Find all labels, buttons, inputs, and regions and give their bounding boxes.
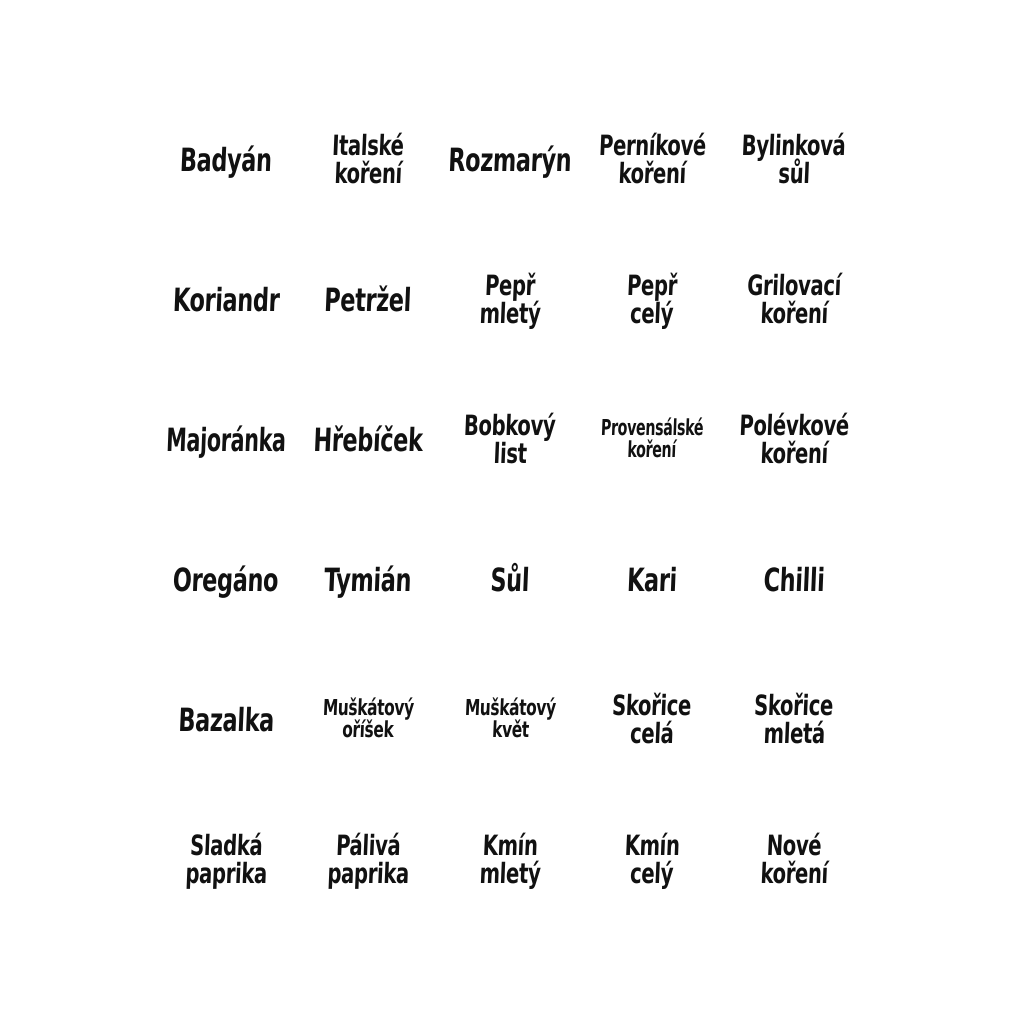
label-pepr-cely bbox=[581, 230, 723, 370]
label-kari bbox=[581, 510, 723, 650]
label-koriandr bbox=[155, 230, 297, 370]
label-line: Bylinková bbox=[741, 129, 847, 162]
label-line: Oregáno bbox=[172, 561, 280, 599]
label-line: Petržel bbox=[323, 281, 413, 319]
label-skorice-mleta bbox=[723, 650, 865, 790]
label-line: koření bbox=[617, 157, 687, 190]
label-line: Bazalka bbox=[177, 701, 275, 739]
label-line: Bobkový bbox=[463, 409, 557, 442]
label-kmin-mlety bbox=[439, 790, 581, 930]
label-skorice-cela bbox=[581, 650, 723, 790]
label-line: Badyán bbox=[179, 141, 273, 179]
label-italske-koreni bbox=[297, 90, 439, 230]
label-pernikove-koreni bbox=[581, 90, 723, 230]
label-paliva-paprika bbox=[297, 790, 439, 930]
label-line: Pepř bbox=[484, 269, 536, 302]
label-line: paprika bbox=[184, 857, 268, 890]
label-nove-koreni bbox=[723, 790, 865, 930]
label-line: Pálivá bbox=[335, 829, 401, 862]
label-line: koření bbox=[333, 157, 403, 190]
label-line: mletý bbox=[478, 857, 542, 890]
label-line: Kari bbox=[626, 561, 678, 599]
label-muskatovy-kvet bbox=[439, 650, 581, 790]
label-line: sůl bbox=[777, 157, 811, 190]
label-line: Provensálské bbox=[600, 416, 704, 441]
label-line: list bbox=[492, 437, 528, 470]
label-sladka-paprika bbox=[155, 790, 297, 930]
label-line: koření bbox=[759, 297, 829, 330]
label-tymian bbox=[297, 510, 439, 650]
label-oregano bbox=[155, 510, 297, 650]
label-pepr-mlety bbox=[439, 230, 581, 370]
label-line: mletá bbox=[762, 717, 826, 750]
label-line: Tymián bbox=[323, 561, 413, 599]
label-chilli bbox=[723, 510, 865, 650]
label-grilovaci-koreni bbox=[723, 230, 865, 370]
label-line: Kmín bbox=[481, 829, 539, 862]
label-line: celý bbox=[629, 857, 675, 890]
label-line: koření bbox=[759, 857, 829, 890]
label-line: Skořice bbox=[611, 689, 693, 722]
label-majoranka bbox=[155, 370, 297, 510]
label-line: květ bbox=[491, 718, 529, 743]
label-line: mletý bbox=[478, 297, 542, 330]
label-line: koření bbox=[627, 438, 677, 463]
spice-label-grid bbox=[155, 90, 865, 930]
label-polevkove-koreni bbox=[723, 370, 865, 510]
label-line: Skořice bbox=[753, 689, 835, 722]
label-line: oříšek bbox=[341, 718, 395, 743]
label-petrzel bbox=[297, 230, 439, 370]
label-line: Hřebíček bbox=[312, 421, 424, 459]
label-line: Koriandr bbox=[172, 281, 280, 319]
label-line: Kmín bbox=[623, 829, 681, 862]
label-line: Nové bbox=[766, 829, 822, 862]
label-line: Sůl bbox=[489, 561, 531, 599]
label-sul bbox=[439, 510, 581, 650]
label-line: Grilovací bbox=[746, 269, 842, 302]
label-line: celý bbox=[629, 297, 675, 330]
label-line: koření bbox=[759, 437, 829, 470]
label-line: Sladká bbox=[189, 829, 263, 862]
label-line: Muškátový bbox=[464, 696, 556, 721]
label-line: celá bbox=[629, 717, 675, 750]
label-line: Majoránka bbox=[165, 421, 287, 459]
label-provensalske-koreni bbox=[581, 370, 723, 510]
label-hrebicek bbox=[297, 370, 439, 510]
label-bazalka bbox=[155, 650, 297, 790]
label-line: Rozmarýn bbox=[447, 141, 573, 179]
label-badyan bbox=[155, 90, 297, 230]
label-rozmaryn bbox=[439, 90, 581, 230]
label-line: Italské bbox=[331, 129, 405, 162]
label-line: Chilli bbox=[762, 561, 826, 599]
label-bobkovy-list bbox=[439, 370, 581, 510]
label-kmin-cely bbox=[581, 790, 723, 930]
label-line: paprika bbox=[326, 857, 410, 890]
label-line: Polévkové bbox=[738, 409, 850, 442]
label-line: Perníkové bbox=[597, 129, 707, 162]
label-line: Muškátový bbox=[322, 696, 414, 721]
label-bylinkova-sul bbox=[723, 90, 865, 230]
label-line: Pepř bbox=[626, 269, 678, 302]
label-muskatovy-orisek bbox=[297, 650, 439, 790]
